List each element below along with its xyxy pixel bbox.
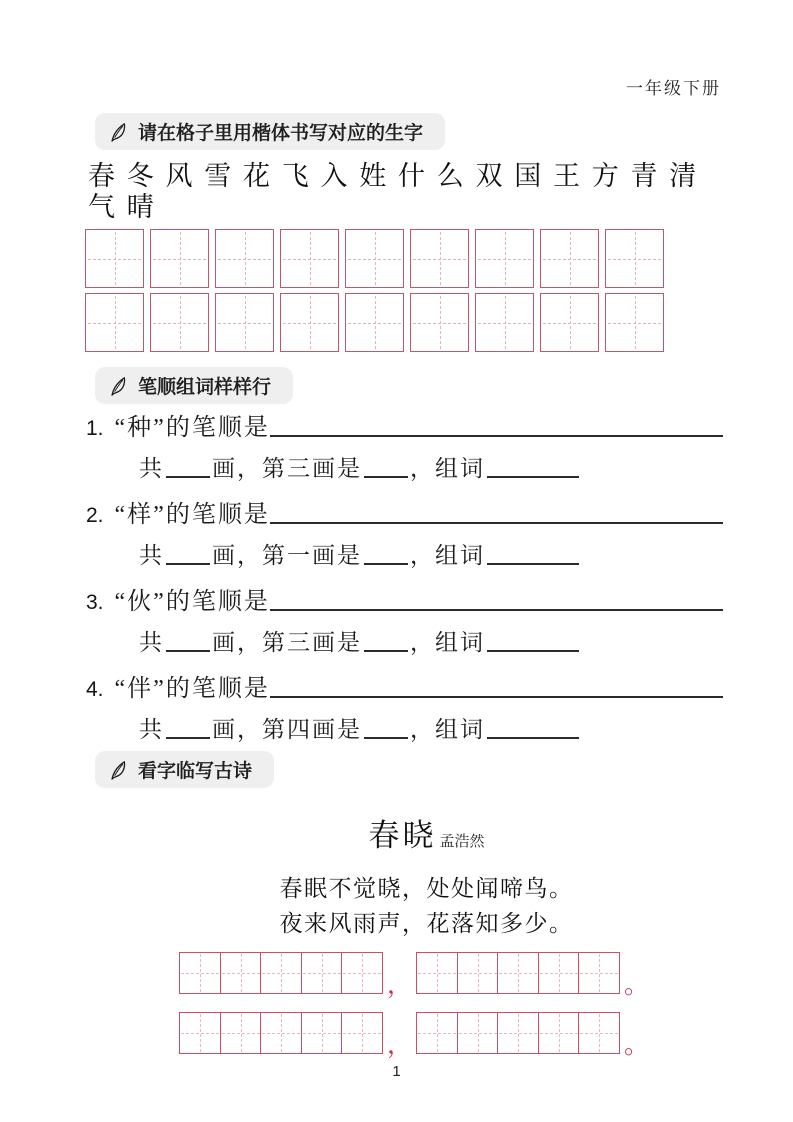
practice-cell — [605, 293, 664, 352]
character-line-1: 春 冬 风 雪 花 飞 入 姓 什 么 双 国 王 方 青 清 — [88, 161, 699, 191]
copy-grid-row — [179, 952, 653, 999]
poem-author: 孟浩然 — [439, 834, 485, 850]
leaf-icon — [109, 758, 128, 782]
question-list — [86, 413, 723, 761]
practice-grid-row — [85, 229, 664, 288]
practice-cell — [301, 952, 343, 994]
answer-blank — [487, 737, 579, 739]
practice-cell — [475, 293, 534, 352]
answer-blank — [487, 476, 579, 478]
count-label: 共 — [139, 717, 164, 742]
question-item — [86, 587, 723, 658]
copy-strip — [416, 952, 620, 994]
practice-cell — [85, 229, 144, 288]
practice-cell — [457, 1012, 499, 1054]
practice-cell — [150, 293, 209, 352]
practice-cell — [345, 229, 404, 288]
answer-blank — [166, 737, 210, 739]
practice-cell — [578, 952, 620, 994]
section3-header — [95, 751, 274, 788]
middle-label: 画，第三画是 — [212, 630, 362, 655]
copy-strip — [179, 1012, 383, 1054]
practice-cell — [280, 293, 339, 352]
word-label: ，组词 — [410, 717, 485, 742]
question-item — [86, 413, 723, 484]
question-item — [86, 674, 723, 745]
practice-cell — [538, 1012, 580, 1054]
practice-cell — [150, 229, 209, 288]
answer-blank — [487, 563, 579, 565]
question-number: 4. — [86, 678, 104, 701]
word-label: ，组词 — [410, 456, 485, 481]
practice-cell — [179, 952, 221, 994]
practice-cell — [215, 229, 274, 288]
section2-header — [95, 367, 293, 404]
word-label: ，组词 — [410, 543, 485, 568]
practice-cell — [416, 1012, 458, 1054]
practice-cell — [497, 952, 539, 994]
answer-blank — [364, 650, 408, 652]
answer-blank — [364, 476, 408, 478]
practice-cell — [260, 1012, 302, 1054]
practice-cell — [220, 1012, 262, 1054]
answer-blank-long — [270, 435, 723, 437]
answer-blank-long — [270, 609, 723, 611]
practice-cell — [578, 1012, 620, 1054]
poem-body — [30, 871, 793, 941]
practice-cell — [220, 952, 262, 994]
copy-strip — [416, 1012, 620, 1054]
practice-cell — [540, 229, 599, 288]
answer-blank — [166, 650, 210, 652]
middle-label: 画，第四画是 — [212, 717, 362, 742]
practice-grid-row — [85, 293, 664, 352]
poem-line-2: 夜来风雨声，花落知多少。 — [279, 911, 574, 936]
poem-title-row — [30, 810, 793, 855]
section2-title: 笔顺组词样样行 — [138, 377, 272, 398]
practice-cell — [301, 1012, 343, 1054]
question-prompt: “伴”的笔顺是 — [114, 676, 270, 702]
section1-header — [95, 113, 445, 150]
answer-blank — [364, 563, 408, 565]
practice-cell — [280, 229, 339, 288]
question-prompt: “种”的笔顺是 — [114, 415, 270, 441]
answer-blank — [487, 650, 579, 652]
practice-cell — [475, 229, 534, 288]
comma-mark: ， — [387, 1032, 413, 1059]
section1-title: 请在格子里用楷体书写对应的生字 — [138, 123, 424, 144]
question-prompt: “伙”的笔顺是 — [114, 589, 270, 615]
practice-cell — [457, 952, 499, 994]
count-label: 共 — [139, 543, 164, 568]
practice-cell — [416, 952, 458, 994]
practice-grid — [85, 229, 664, 357]
answer-blank-long — [270, 696, 723, 698]
answer-blank-long — [270, 522, 723, 524]
poem-title: 春晓 — [368, 818, 437, 853]
practice-cell — [179, 1012, 221, 1054]
question-number: 2. — [86, 504, 104, 527]
middle-label: 画，第一画是 — [212, 543, 362, 568]
copy-strip — [179, 952, 383, 994]
word-label: ，组词 — [410, 630, 485, 655]
middle-label: 画，第三画是 — [212, 456, 362, 481]
leaf-icon — [109, 374, 128, 398]
practice-cell — [540, 293, 599, 352]
answer-blank — [166, 476, 210, 478]
practice-cell — [85, 293, 144, 352]
page-number: 1 — [392, 1063, 401, 1080]
comma-mark: ， — [387, 972, 413, 999]
question-number: 3. — [86, 591, 104, 614]
period-mark: 。 — [624, 972, 650, 999]
practice-cell — [260, 952, 302, 994]
question-number: 1. — [86, 417, 104, 440]
practice-cell — [341, 1012, 383, 1054]
character-list — [88, 161, 699, 223]
practice-cell — [410, 229, 469, 288]
volume-label: 一年级下册 — [626, 79, 721, 98]
section3-title: 看字临写古诗 — [138, 761, 253, 782]
question-item — [86, 500, 723, 571]
leaf-icon — [109, 120, 128, 144]
answer-blank — [364, 737, 408, 739]
count-label: 共 — [139, 456, 164, 481]
practice-cell — [345, 293, 404, 352]
practice-cell — [538, 952, 580, 994]
question-prompt: “样”的笔顺是 — [114, 502, 270, 528]
character-line-2: 气 晴 — [88, 192, 157, 222]
answer-blank — [166, 563, 210, 565]
practice-cell — [341, 952, 383, 994]
copy-grid-row — [179, 1012, 653, 1059]
practice-cell — [410, 293, 469, 352]
poem-line-1: 春眠不觉晓，处处闻啼鸟。 — [279, 876, 574, 901]
period-mark: 。 — [624, 1032, 650, 1059]
practice-cell — [497, 1012, 539, 1054]
practice-cell — [605, 229, 664, 288]
practice-cell — [215, 293, 274, 352]
count-label: 共 — [139, 630, 164, 655]
